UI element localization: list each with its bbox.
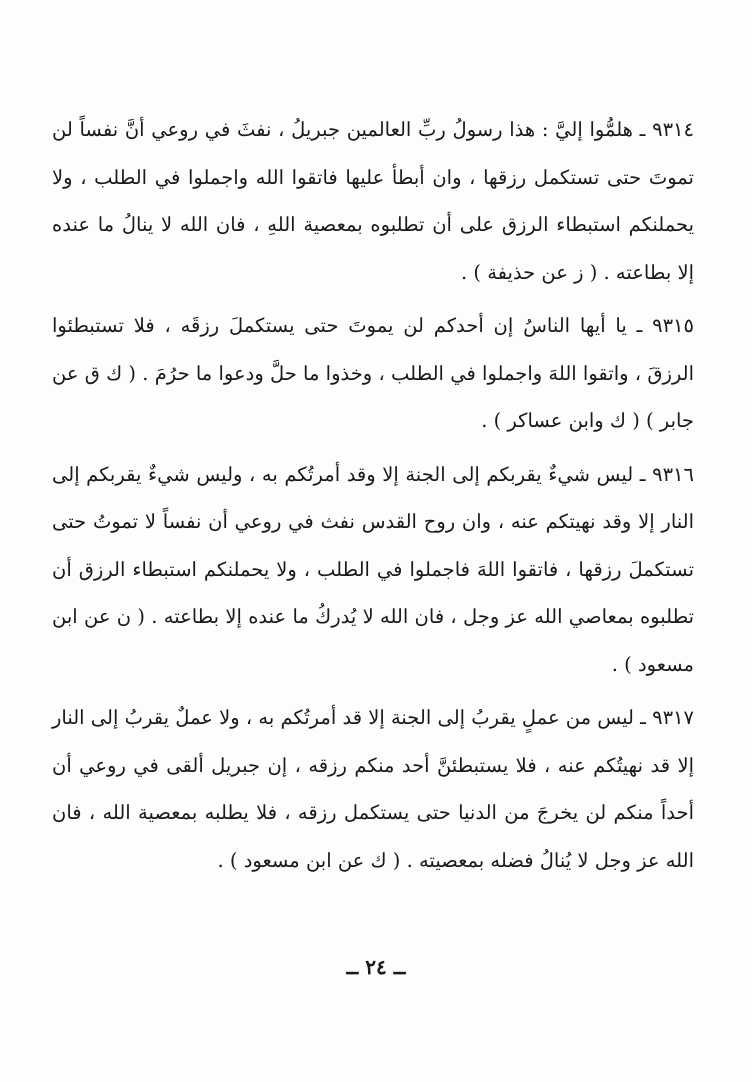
hadith-text-block [52, 106, 694, 884]
page-number: ــ ٢٤ ــ [346, 955, 406, 979]
hadith-entry-9316: ٩٣١٦ ـ ليس شيءٌ يقربكم إلى الجنة إلا وقد أمرتُكم به ، وليس شيءٌ يقربكم إلى النار إلا وقد نهيتكم عنه ، وان روح القدس نفث في روعي أن نفساً لا تموتُ حتى تستكملَ رزقها ، فاتقوا اللهَ فاجملوا في الطلب ، ولا يحملنكم استبطاء الرزق أن تطلبوه بمعاصي الله عز وجل ، فان الله لا يُدركُ ما عنده إلا بطاعته . ( ن عن ابن مسعود ) . [52, 462, 694, 676]
hadith-entry-9314: ٩٣١٤ ـ هلمُّوا إليَّ : هذا رسولُ ربِّ العالمين جبريلُ ، نفثَ في روعي أنَّ نفساً لن تموتَ حتى تستكمل رزقها ، وان أبطأ عليها فاتقوا الله واجملوا في الطلب ، ولا يحملنكم استبطاء الرزق على أن تطلبوه بمعصية اللهِ ، فان الله لا ينالُ ما عنده إلا بطاعته . ( ز عن حذيفة ) . [52, 118, 694, 284]
hadith-entry-9317: ٩٣١٧ ـ ليس من عملٍ يقربُ إلى الجنة إلا قد أمرتُكم به ، ولا عملٌ يقربُ إلى النار إلا قد نهيتُكم عنه ، فلا يستبطئنَّ أحد منكم رزقه ، إن جبريل ألقى في روعي أن أحداً منكم لن يخرجَ من الدنيا حتى يستكمل رزقه ، فلا يطلبه بمعصية الله ، فان الله عز وجل لا يُنالُ فضله بمعصيته . ( ك عن ابن مسعود ) . [52, 706, 694, 872]
hadith-entry-9315: ٩٣١٥ ـ يا أيها الناسُ إن أحدكم لن يموتَ حتى يستكملَ رزقَه ، فلا تستبطئوا الرزقَ ، واتقوا اللهَ واجملوا في الطلب ، وخذوا ما حلَّ ودعوا ما حرُمَ . ( ك ق عن جابر ) ( ك وابن عساكر ) . [52, 314, 694, 432]
